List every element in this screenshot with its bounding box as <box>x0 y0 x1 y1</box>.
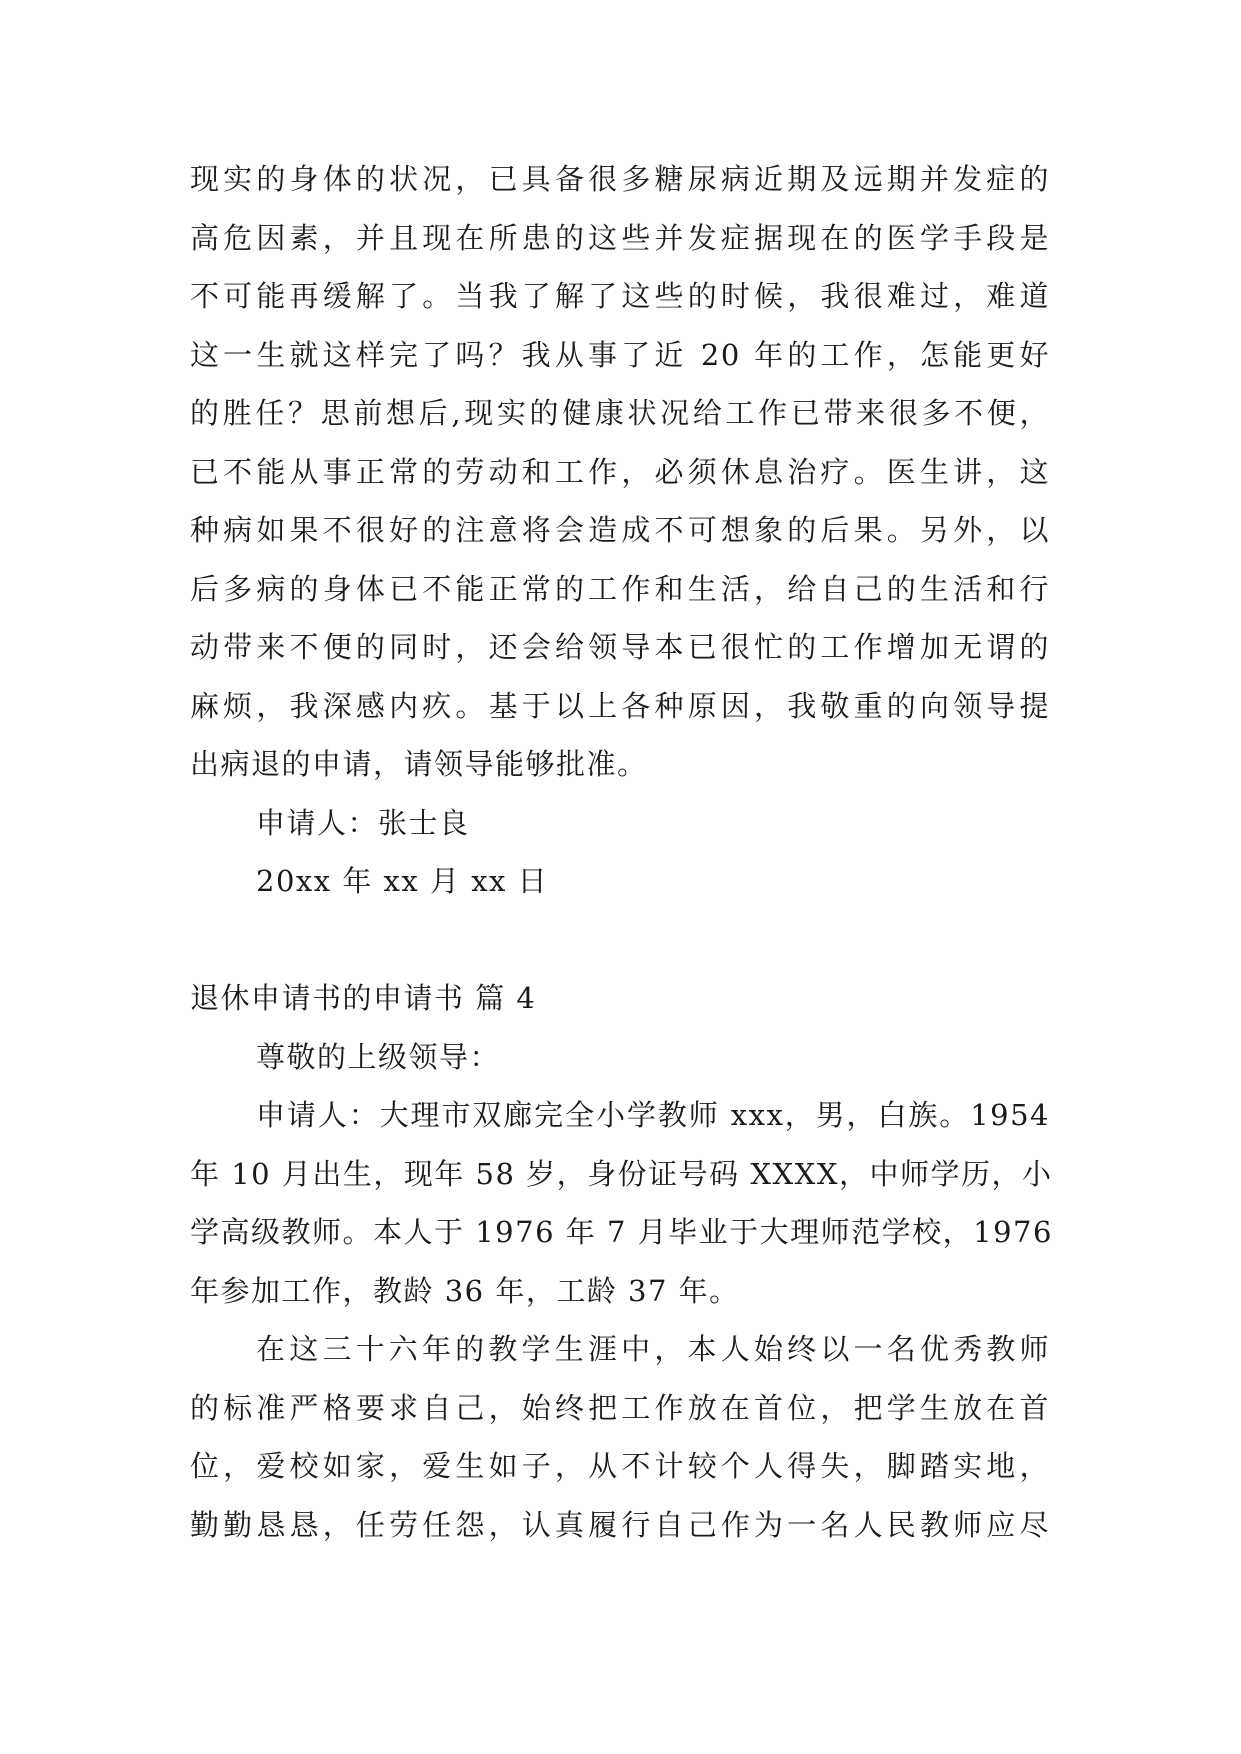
paragraph-applicant-info <box>190 1086 1053 1320</box>
text-line: 动带来不便的同时，还会给领导本已很忙的工作增加无谓的 <box>190 630 1050 664</box>
section-spacer <box>190 911 1050 970</box>
signature-date: 20xx 年 xx 月 xx 日 <box>256 864 549 898</box>
text-line: 年 10 月出生，现年 58 岁，身份证号码 XXXX，中师学历，小 <box>190 1156 1053 1191</box>
section-title: 退休申请书的申请书 篇 4 <box>190 981 537 1015</box>
text-line: 的标准严格要求自己，始终把工作放在首位，把学生放在首 <box>190 1390 1050 1425</box>
text-line: 年参加工作，教龄 36 年，工龄 37 年。 <box>190 1273 740 1308</box>
text-line: 麻烦，我深感内疚。基于以上各种原因，我敬重的向领导提 <box>190 688 1050 723</box>
text-line: 申请人：大理市双廊完全小学教师 xxx，男，白族。1954 <box>256 1098 1050 1132</box>
text-line: 后多病的身体已不能正常的工作和生活，给自己的生活和行 <box>190 571 1050 606</box>
text-line: 学高级教师。本人于 1976 年 7 月毕业于大理师范学校，1976 <box>190 1215 1053 1249</box>
text-line: 勤勤恳恳，任劳任怨，认真履行自己作为一名人民教师应尽 <box>190 1507 1050 1542</box>
text-line: 现实的身体的状况，已具备很多糖尿病近期及远期并发症的 <box>190 162 1050 196</box>
paragraph-teaching-career <box>190 1320 1050 1554</box>
text-line: 位，爱校如家，爱生如子，从不计较个人得失，脚踏实地， <box>190 1449 1050 1483</box>
text-line: 的胜任？思前想后,现实的健康状况给工作已带来很多不便， <box>190 396 1050 430</box>
text-line: 种病如果不很好的注意将会造成不可想象的后果。另外，以 <box>190 513 1050 547</box>
text-line: 高危因素，并且现在所患的这些并发症据现在的医学手段是 <box>190 220 1050 255</box>
text-line: 这一生就这样完了吗？我从事了近 20 年的工作，怎能更好 <box>190 337 1050 372</box>
text-line: 出病退的申请，请领导能够批准。 <box>190 747 648 781</box>
applicant-signature: 申请人：张士良 <box>256 805 470 840</box>
text-line: 在这三十六年的教学生涯中，本人始终以一名优秀教师 <box>256 1332 1050 1366</box>
paragraph-health-condition <box>190 150 1050 794</box>
document-page <box>190 150 1053 1554</box>
text-line: 不可能再缓解了。当我了解了这些的时候，我很难过，难道 <box>190 279 1050 313</box>
salutation: 尊敬的上级领导： <box>256 1039 501 1074</box>
text-line: 已不能从事正常的劳动和工作，必须休息治疗。医生讲，这 <box>190 454 1050 489</box>
